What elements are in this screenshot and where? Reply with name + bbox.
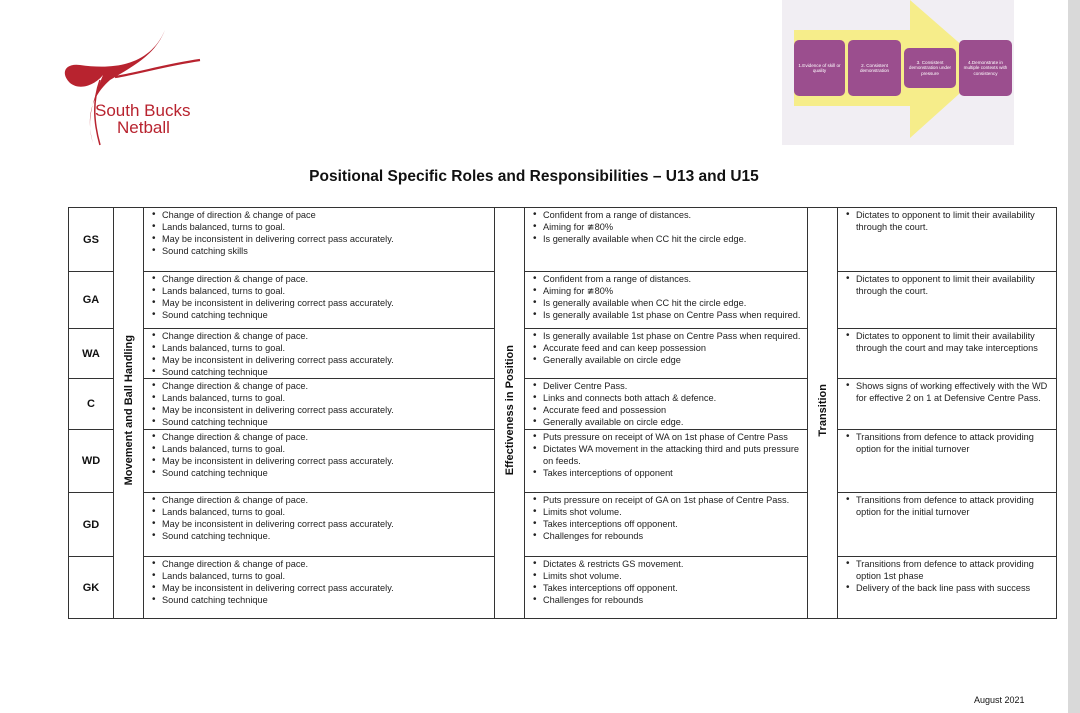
bullet-item: • May be inconsistent in delivering correct pass accurately. — [162, 582, 494, 594]
bullet-item: • Links and connects both attach & defence. — [543, 392, 807, 404]
bullet-item: • Is generally available when CC hit the circle edge. — [543, 297, 807, 309]
transition-cell — [838, 557, 1057, 619]
movement-cell — [144, 329, 495, 379]
bullet-list — [838, 272, 1056, 297]
bullet-list — [525, 329, 807, 366]
effectiveness-cell — [525, 208, 808, 272]
bullet-item: • Lands balanced, turns to goal. — [162, 570, 494, 582]
table-row — [69, 430, 1057, 493]
bullet-item: • Transitions from defence to attack providing option for the initial turnover — [856, 494, 1056, 518]
bullet-item: • Sound catching technique — [162, 416, 494, 428]
bullet-list — [144, 493, 494, 542]
bullet-item: • Generally available on circle edge — [543, 354, 807, 366]
position-label: WD — [69, 430, 114, 493]
page-edge — [1068, 0, 1080, 713]
bullet-item: • Change of direction & change of pace — [162, 209, 494, 221]
table-row — [69, 557, 1057, 619]
bullet-item: • Shows signs of working effectively with the WD for effective 2 on 1 at Defensive Centre Pass. — [856, 380, 1056, 404]
movement-cell — [144, 493, 495, 557]
bullet-list — [525, 272, 807, 321]
roles-table — [68, 207, 1057, 619]
bullet-list — [838, 329, 1056, 354]
bullet-item: • Sound catching technique — [162, 467, 494, 479]
movement-cell — [144, 272, 495, 329]
progress-step-2: 2. Consistent demonstration — [848, 40, 901, 96]
movement-cell — [144, 430, 495, 493]
bullet-item: • Change direction & change of pace. — [162, 558, 494, 570]
bullet-item: • May be inconsistent in delivering correct pass accurately. — [162, 404, 494, 416]
bullet-item: • Is generally available 1st phase on Centre Pass when required. — [543, 309, 807, 321]
bullet-list — [525, 493, 807, 542]
bullet-item: • Dictates WA movement in the attacking third and puts pressure on feeds. — [543, 443, 807, 467]
effectiveness-cell — [525, 272, 808, 329]
bullet-item: • Deliver Centre Pass. — [543, 380, 807, 392]
progress-step-3: 3. Consistent demonstration under pressure — [904, 48, 956, 88]
bullet-item: • Sound catching technique — [162, 594, 494, 606]
table-row — [69, 329, 1057, 379]
effectiveness-side-cell — [495, 208, 525, 619]
effectiveness-cell — [525, 379, 808, 430]
bullet-item: • Change direction & change of pace. — [162, 380, 494, 392]
bullet-item: • Puts pressure on receipt of WA on 1st phase of Centre Pass — [543, 431, 807, 443]
bullet-list — [144, 557, 494, 606]
bullet-item: • Dictates & restricts GS movement. — [543, 558, 807, 570]
bullet-list — [838, 493, 1056, 518]
bullet-item: • Sound catching technique. — [162, 530, 494, 542]
page-title: Positional Specific Roles and Responsibilities – U13 and U15 — [309, 168, 759, 185]
movement-cell — [144, 379, 495, 430]
bullet-item: • Lands balanced, turns to goal. — [162, 392, 494, 404]
bullet-list — [838, 430, 1056, 455]
table-row — [69, 272, 1057, 329]
bullet-item: • Dictates to opponent to limit their availability through the court and may take interceptions — [856, 330, 1056, 354]
transition-cell — [838, 493, 1057, 557]
bullet-item: • Is generally available when CC hit the circle edge. — [543, 233, 807, 245]
transition-cell — [838, 208, 1057, 272]
position-label: WA — [69, 329, 114, 379]
bullet-item: • Generally available on circle edge. — [543, 416, 807, 428]
bullet-item: • May be inconsistent in delivering correct pass accurately. — [162, 455, 494, 467]
bullet-item: • Change direction & change of pace. — [162, 431, 494, 443]
bullet-item: • May be inconsistent in delivering correct pass accurately. — [162, 518, 494, 530]
bullet-item: • Sound catching skills — [162, 245, 494, 257]
movement-side-cell — [114, 208, 144, 619]
bullet-item: • Takes interceptions off opponent. — [543, 582, 807, 594]
bullet-item: • Challenges for rebounds — [543, 530, 807, 542]
bullet-item: • Confident from a range of distances. — [543, 273, 807, 285]
bullet-item: • Delivery of the back line pass with success — [856, 582, 1056, 594]
bullet-list — [838, 557, 1056, 594]
transition-heading: Transition — [816, 384, 829, 437]
bullet-item: • Takes interceptions off opponent. — [543, 518, 807, 530]
bullet-item: • Takes interceptions of opponent — [543, 467, 807, 479]
bullet-item: • Dictates to opponent to limit their availability through the court. — [856, 209, 1056, 233]
transition-cell — [838, 272, 1057, 329]
logo-line-1: South Bucks — [95, 101, 191, 120]
bullet-item: • Dictates to opponent to limit their availability through the court. — [856, 273, 1056, 297]
bullet-list — [525, 430, 807, 479]
table-row — [69, 208, 1057, 272]
logo-line-2: Netball — [117, 118, 170, 137]
bullet-item: • Lands balanced, turns to goal. — [162, 443, 494, 455]
bullet-list — [144, 208, 494, 257]
bullet-item: • Accurate feed and can keep possession — [543, 342, 807, 354]
bullet-list — [144, 379, 494, 428]
bullet-item: • Sound catching technique — [162, 309, 494, 321]
movement-cell — [144, 557, 495, 619]
transition-cell — [838, 430, 1057, 493]
bullet-item: • May be inconsistent in delivering correct pass accurately. — [162, 297, 494, 309]
bullet-list — [144, 430, 494, 479]
effectiveness-heading: Effectiveness in Position — [503, 345, 516, 476]
movement-cell — [144, 208, 495, 272]
bullet-list — [525, 379, 807, 428]
bullet-item: • Transitions from defence to attack providing option for the initial turnover — [856, 431, 1056, 455]
bullet-item: • Challenges for rebounds — [543, 594, 807, 606]
footer-date: August 2021 — [974, 695, 1025, 705]
bullet-list — [525, 208, 807, 245]
position-label: C — [69, 379, 114, 430]
bullet-item: • Limits shot volume. — [543, 570, 807, 582]
position-label: GA — [69, 272, 114, 329]
transition-cell — [838, 379, 1057, 430]
bullet-list — [525, 557, 807, 606]
bullet-item: • Sound catching technique — [162, 366, 494, 378]
transition-cell — [838, 329, 1057, 379]
position-label: GK — [69, 557, 114, 619]
bullet-item: • Puts pressure on receipt of GA on 1st phase of Centre Pass. — [543, 494, 807, 506]
bullet-item: • Limits shot volume. — [543, 506, 807, 518]
bullet-item: • Lands balanced, turns to goal. — [162, 285, 494, 297]
effectiveness-cell — [525, 493, 808, 557]
logo-text — [95, 102, 190, 136]
progress-step-4: 4.Demonstrate in multiple contexts with consistency — [959, 40, 1012, 96]
bullet-item: • Transitions from defence to attack providing option 1st phase — [856, 558, 1056, 582]
movement-heading: Movement and Ball Handling — [122, 335, 135, 486]
bullet-item: • Lands balanced, turns to goal. — [162, 342, 494, 354]
table-row — [69, 493, 1057, 557]
effectiveness-cell — [525, 430, 808, 493]
progress-step-1: 1.Evidence of skill or quality — [794, 40, 845, 96]
bullet-item: • Lands balanced, turns to goal. — [162, 506, 494, 518]
bullet-item: • Accurate feed and possession — [543, 404, 807, 416]
bullet-list — [144, 272, 494, 321]
bullet-list — [144, 329, 494, 378]
bullet-item: • Aiming for ≇80% — [543, 221, 807, 233]
bullet-item: • Change direction & change of pace. — [162, 494, 494, 506]
bullet-item: • Confident from a range of distances. — [543, 209, 807, 221]
bullet-item: • May be inconsistent in delivering correct pass accurately. — [162, 354, 494, 366]
bullet-item: • Change direction & change of pace. — [162, 330, 494, 342]
bullet-list — [838, 208, 1056, 233]
bullet-item: • Aiming for ≇80% — [543, 285, 807, 297]
bullet-item: • May be inconsistent in delivering correct pass accurately. — [162, 233, 494, 245]
effectiveness-cell — [525, 329, 808, 379]
bullet-list — [838, 379, 1056, 404]
transition-side-cell — [808, 208, 838, 619]
progress-arrow — [782, 0, 1014, 145]
bullet-item: • Lands balanced, turns to goal. — [162, 221, 494, 233]
bullet-item: • Change direction & change of pace. — [162, 273, 494, 285]
effectiveness-cell — [525, 557, 808, 619]
position-label: GS — [69, 208, 114, 272]
bullet-item: • Is generally available 1st phase on Centre Pass when required. — [543, 330, 807, 342]
table-row — [69, 379, 1057, 430]
position-label: GD — [69, 493, 114, 557]
